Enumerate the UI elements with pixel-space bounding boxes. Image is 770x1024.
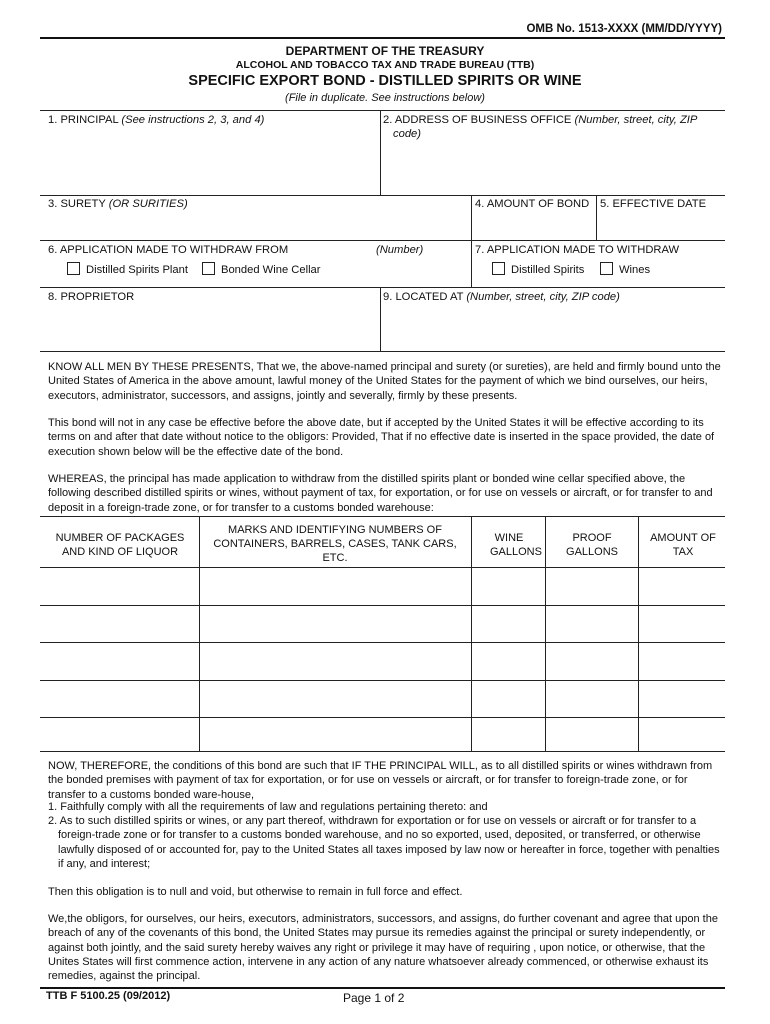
col-amount-of-tax-header: AMOUNT OF TAX — [650, 532, 716, 558]
know-all-men-paragraph: KNOW ALL MEN BY THESE PRESENTS, That we, the above-named principal and surety (or sureties), are held and firmly bound unto the United States of America in the above amount, lawful money of the United States for the payment of which we bind ourselves, our heirs, executors, administrator, successors, and assigns, jointly and severally, firmly by these presents. — [48, 361, 721, 402]
address-note-line2: code) — [393, 128, 421, 140]
col-proof-gallons-header: PROOF GALLONS — [566, 532, 618, 558]
bwc-checkbox[interactable] — [202, 262, 215, 275]
dsp-checkbox[interactable] — [67, 262, 80, 275]
row-line-2 — [40, 240, 725, 241]
ds-label: Distilled Spirits — [511, 264, 585, 276]
located-note: (Number, street, city, ZIP code) — [466, 291, 620, 303]
wines-checkbox[interactable] — [600, 262, 613, 275]
table-col-divider — [471, 516, 472, 751]
condition-item-2-first-line: 2. As to such distilled spirits or wines, or any part thereof, withdrawn for exportation or for use on vessels or aircraft or for transfer to a — [48, 815, 697, 827]
condition-item-2-continuation: foreign-trade zone or for transfer to a customs bonded warehouse, and no so exported, used, deposited, or transferred, or otherwise lawfully disposed of or accounted for, pay to the United States all taxes imposed by law now or hereafter in force, together with penalties if any, and interest; — [58, 829, 720, 870]
form-number: TTB F 5100.25 (09/2012) — [46, 990, 171, 1002]
row-line-4 — [40, 351, 725, 352]
whereas-paragraph: WHEREAS, the principal has made application to withdraw from the distilled spirits plant or bonded wine cellar specified above, the following described distilled spirits or wines, without payment of tax, for exportation, or for use on vessels or aircraft, or for transfer to and deposit in a foreign-trade zone, or for transfer to a customs bonded warehouse: — [48, 473, 713, 514]
address-field[interactable] — [383, 113, 697, 127]
proprietor-field[interactable]: 8. PROPRIETOR — [48, 291, 135, 303]
divider-proprietor-location — [380, 287, 381, 351]
divider-principal-address — [380, 110, 381, 195]
then-obligation-paragraph: Then this obligation is to null and void, but otherwise to remain in full force and effect. — [48, 886, 463, 898]
row-line-1 — [40, 195, 725, 196]
table-row-line — [40, 717, 725, 718]
footer-rule — [40, 987, 725, 989]
wines-label: Wines — [619, 264, 651, 276]
table-row-line — [40, 605, 725, 606]
address-label: 2. ADDRESS OF BUSINESS OFFICE — [383, 114, 575, 126]
department-name: DEPARTMENT OF THE TREASURY — [285, 44, 485, 58]
effective-paragraph: This bond will not in any case be effective before the above date, but if accepted by the United States it will be effective according to its terms on and after that date without notice to the obligors: Provided, That if no effective date is inserted in the space provided, the date of execution shown below will be the effective date of the bond. — [48, 417, 715, 458]
principal-field[interactable] — [48, 113, 264, 127]
obligors-covenant-paragraph: We,the obligors, for ourselves, our heirs, executors, administrators, successors, and assigns, do further covenant and agree that upon the breach of any of the covenants of this bond, the United States may pursue its remedies against the principal or surety independently, or against both jointly, and the said surety hereby waives any right or privilege it may have of requiring , upon notice, or otherwise, that the Unites States will first commence action, intervene in any action of any nature whatsoever already commenced, or otherwise exhaust its remedies, against the principal. — [48, 913, 718, 983]
divider-amount-date — [596, 195, 597, 240]
surety-note: (OR SURITIES) — [108, 198, 188, 210]
col-packages-header: NUMBER OF PACKAGES AND KIND OF LIQUOR — [55, 532, 185, 558]
withdraw-from-label: 6. APPLICATION MADE TO WITHDRAW FROM — [48, 244, 289, 256]
withdraw-label: 7. APPLICATION MADE TO WITHDRAW — [475, 244, 680, 256]
table-row-line — [40, 642, 725, 643]
dsp-label: Distilled Spirits Plant — [86, 264, 188, 276]
table-col-divider — [199, 516, 200, 751]
col-marks-header: MARKS AND IDENTIFYING NUMBERS OF CONTAINERS, BARRELS, CASES, TANK CARS, ETC. — [213, 524, 457, 564]
located-field[interactable] — [383, 290, 620, 304]
omb-number: OMB No. 1513-XXXX (MM/DD/YYYY) — [526, 23, 722, 35]
surety-field[interactable] — [48, 197, 188, 211]
table-col-divider — [638, 516, 639, 751]
condition-item-2 — [48, 814, 724, 871]
table-top — [40, 516, 725, 517]
bwc-label: Bonded Wine Cellar — [221, 264, 321, 276]
amount-of-bond-field[interactable]: 4. AMOUNT OF BOND — [475, 198, 590, 210]
table-bottom — [40, 751, 725, 752]
table-col-divider — [545, 516, 546, 751]
bureau-name: ALCOHOL AND TOBACCO TAX AND TRADE BUREAU (TTB) — [235, 59, 535, 71]
condition-item-1: 1. Faithfully comply with all the requirements of law and regulations pertaining thereto: and — [48, 801, 488, 813]
row-line-3 — [40, 287, 725, 288]
ds-checkbox[interactable] — [492, 262, 505, 275]
located-label: 9. LOCATED AT — [383, 291, 467, 303]
principal-note: (See instructions 2, 3, and 4) — [121, 114, 265, 126]
table-header-bottom — [40, 567, 725, 568]
top-rule — [40, 37, 725, 39]
form-title: SPECIFIC EXPORT BOND - DISTILLED SPIRITS OR WINE — [188, 73, 582, 89]
form-box-top — [40, 110, 725, 111]
address-note: (Number, street, city, ZIP — [574, 114, 698, 126]
number-note: (Number) — [376, 244, 424, 256]
divider-surety-amount — [471, 195, 472, 287]
surety-label: 3. SURETY — [48, 198, 109, 210]
principal-label: 1. PRINCIPAL — [48, 114, 122, 126]
table-row-line — [40, 680, 725, 681]
effective-date-field[interactable]: 5. EFFECTIVE DATE — [600, 198, 707, 210]
form-subtitle: (File in duplicate. See instructions below) — [285, 92, 485, 104]
page-number: Page 1 of 2 — [343, 991, 405, 1005]
col-wine-gallons-header: WINE GALLONS — [490, 532, 542, 558]
conditions-intro: NOW, THEREFORE, the conditions of this bond are such that IF THE PRINCIPAL WILL, as to all distilled spirits or wines withdrawn from the bonded premises with payment of tax for exportation, or for use on vessels or aircraft, or for transfer to foreign-trade zone, or for transfer to a customs bonded ware-house, — [48, 760, 713, 801]
